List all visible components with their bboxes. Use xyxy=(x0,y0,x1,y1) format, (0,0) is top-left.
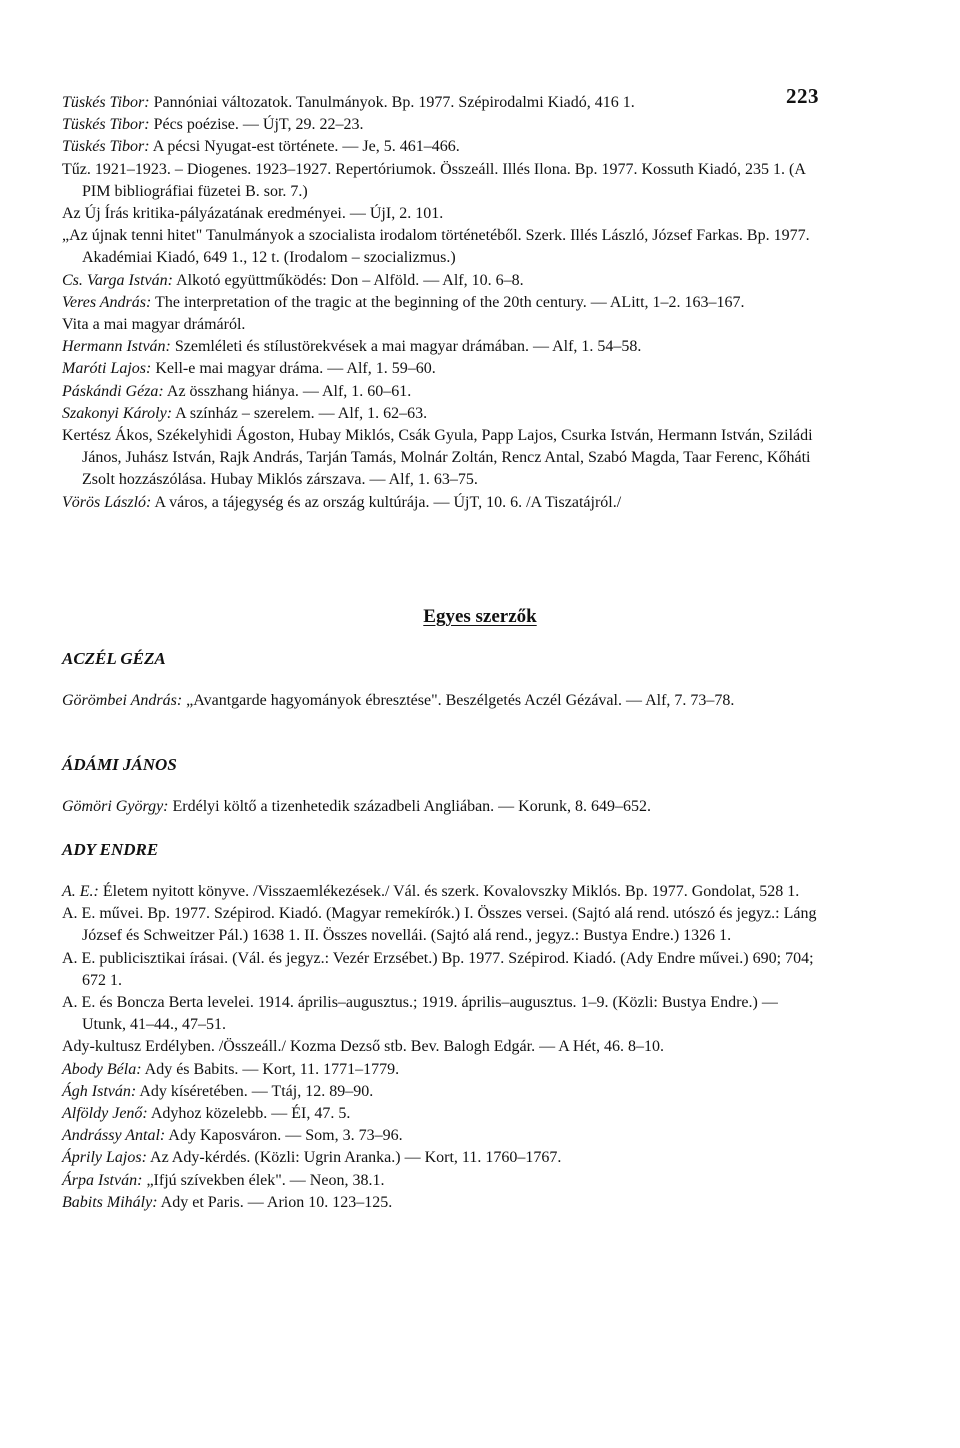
entry-author: Gömöri György: xyxy=(62,798,169,815)
entry-text: A pécsi Nyugat-est története. — Je, 5. 461–466. xyxy=(149,138,460,156)
entry-text: Ady-kultusz Erdélyben. /Összeáll./ Kozma Dezső stb. Bev. Balogh Edgár. — A Hét, 46. 8–10. xyxy=(62,1038,664,1056)
bibliography-entry xyxy=(62,1081,822,1103)
bibliography-entry xyxy=(62,92,822,114)
bibliography-entry xyxy=(62,114,822,136)
entry-text: A. E. publicisztikai írásai. (Vál. és jegyz.: Vezér Erzsébet.) Bp. 1977. Szépirod. Kiadó. (Ady Endre művei.) 690; 704; 672 1. xyxy=(62,949,814,989)
bibliography-entry xyxy=(62,948,822,992)
entry-author: Tüskés Tibor: xyxy=(62,94,150,111)
bibliography-entry xyxy=(62,992,822,1036)
entry-author: Cs. Varga István: xyxy=(62,271,173,289)
entry-text: A. E. és Boncza Berta levelei. 1914. április–augusztus.; 1919. április–augusztus. 1–9. (Közli: Bustya Endre.) — Utunk, 41–44., 47–51. xyxy=(62,994,778,1034)
ady-entries xyxy=(62,881,822,1214)
entry-text: A város, a tájegység és az ország kultúrája. — ÚjT, 10. 6. /A Tiszatájról./ xyxy=(151,493,622,511)
entry-text: Ady és Babits. — Kort, 11. 1771–1779. xyxy=(141,1060,400,1078)
bibliography-entry xyxy=(62,336,822,358)
bibliography-entry xyxy=(62,425,822,492)
entry-author: Szakonyi Károly: xyxy=(62,404,173,422)
entry-author: Alföldy Jenő: xyxy=(62,1105,148,1123)
bibliography-entry xyxy=(62,1125,822,1147)
entry-text: „Avantgarde hagyományok ébresztése". Beszélgetés Aczél Gézával. — Alf, 7. 73–78. xyxy=(182,692,735,709)
bibliography-entry xyxy=(62,270,822,292)
entry-text: Pécs poézise. — ÚjT, 29. 22–23. xyxy=(149,116,364,134)
entry-text: Tűz. 1921–1923. – Diogenes. 1923–1927. Repertóriumok. Összeáll. Illés Ilona. Bp. 1977. Kossuth Kiadó, 235 1. (A PIM bibliográfiai füzetei B. sor. 7.) xyxy=(62,160,806,200)
aczel-entries xyxy=(62,690,822,712)
bibliography-entry xyxy=(62,1170,822,1192)
entry-text: Alkotó együttműködés: Don – Alföld. — Alf, 10. 6–8. xyxy=(172,271,524,289)
section-heading: Egyes szerzők xyxy=(423,606,537,627)
bibliography-entry xyxy=(62,492,822,514)
entry-text: Életem nyitott könyve. /Visszaemlékezések./ Vál. és szerk. Kovalovszky Miklós. Bp. 1977. Gondolat, 528 1. xyxy=(98,883,800,900)
bibliography-entry xyxy=(62,881,822,903)
adami-entries xyxy=(62,796,822,818)
bibliography-entry xyxy=(62,314,822,336)
bibliography-entry xyxy=(62,1059,822,1081)
bibliography-entry xyxy=(62,1036,822,1058)
entry-text: „Az újnak tenni hitet" Tanulmányok a szocialista irodalom történetéből. Szerk. Illés László, József Farkas. Bp. 1977. Akadémiai Kiadó, 649 1., 12 t. (Irodalom – szocializmus.) xyxy=(62,227,810,267)
bibliography-entry xyxy=(62,796,822,818)
bibliography-entry xyxy=(62,225,822,269)
bibliography-entry xyxy=(62,903,822,947)
entry-author: Áprily Lajos: xyxy=(62,1149,147,1167)
entry-author: Hermann István: xyxy=(62,338,171,356)
bibliography-entry xyxy=(62,159,822,203)
entry-author: Tüskés Tibor: xyxy=(62,116,150,134)
entry-author: Vörös László: xyxy=(62,493,152,511)
entry-text: Pannóniai változatok. Tanulmányok. Bp. 1977. Szépirodalmi Kiadó, 416 1. xyxy=(149,94,635,111)
entry-author: Maróti Lajos: xyxy=(62,360,152,378)
entry-author: A. E.: xyxy=(62,883,99,900)
entry-author: Andrássy Antal: xyxy=(62,1127,166,1145)
entry-text: Vita a mai magyar drámáról. xyxy=(62,316,246,334)
entry-text: Az összhang hiánya. — Alf, 1. 60–61. xyxy=(163,382,412,400)
entry-text: The interpretation of the tragic at the beginning of the 20th century. — ALitt, 1–2. 163–167. xyxy=(151,293,745,311)
entry-author: Páskándi Géza: xyxy=(62,382,164,400)
bibliography-entry xyxy=(62,690,822,712)
bibliography-entry xyxy=(62,1192,822,1214)
bibliography-entry xyxy=(62,381,822,403)
entry-text: Kell-e mai magyar dráma. — Alf, 1. 59–60. xyxy=(151,360,436,378)
entry-text: Erdélyi költő a tizenhetedik századbeli Angliában. — Korunk, 8. 649–652. xyxy=(168,798,652,815)
entry-text: „Ifjú szívekben élek". — Neon, 38.1. xyxy=(142,1171,385,1189)
bibliography-entry xyxy=(62,136,822,158)
entry-author: Görömbei András: xyxy=(62,692,183,709)
page-number: 223 xyxy=(786,84,819,108)
entry-author: Ágh István: xyxy=(62,1082,137,1100)
author-heading-aczel: ACZÉL GÉZA xyxy=(62,649,166,668)
bibliography-entry xyxy=(62,203,822,225)
entry-text: Szemléleti és stílustörekvések a mai magyar drámában. — Alf, 1. 54–58. xyxy=(170,338,642,356)
entry-author: Abody Béla: xyxy=(62,1060,142,1078)
entry-text: Ady et Paris. — Arion 10. 123–125. xyxy=(157,1193,393,1211)
entry-text: A színház – szerelem. — Alf, 1. 62–63. xyxy=(172,404,428,422)
entry-text: Az Ady-kérdés. (Közli: Ugrin Aranka.) — Kort, 11. 1760–1767. xyxy=(146,1149,562,1167)
bibliography-entry xyxy=(62,1103,822,1125)
bibliography-entry xyxy=(62,358,822,380)
author-heading-adami: ÁDÁMI JÁNOS xyxy=(62,755,177,774)
entry-text: Ady kíséretében. — Ttáj, 12. 89–90. xyxy=(136,1082,374,1100)
author-heading-ady: ADY ENDRE xyxy=(62,840,159,859)
entry-author: Tüskés Tibor: xyxy=(62,138,150,156)
entry-text: Adyhoz közelebb. — ÉI, 47. 5. xyxy=(147,1105,351,1123)
bibliography-entry xyxy=(62,403,822,425)
bibliography-entry xyxy=(62,1147,822,1169)
bibliography-list xyxy=(62,92,822,514)
entry-text: Az Új Írás kritika-pályázatának eredményei. — ÚjI, 2. 101. xyxy=(62,205,444,223)
entry-text: A. E. művei. Bp. 1977. Szépirod. Kiadó. (Magyar remekírók.) I. Összes versei. (Sajtó alá rend. utószó és jegyz.: Láng József és Schweitzer Pál.) 1638 1. II. Összes novellái. (Sajtó alá rend., jegyz.: Bustya Endre.) 1326 1. xyxy=(62,905,817,945)
entry-author: Árpa István: xyxy=(62,1171,143,1189)
entry-text: Ady Kaposváron. — Som, 3. 73–96. xyxy=(165,1127,403,1145)
entry-text: Kertész Ákos, Székelyhidi Ágoston, Hubay Miklós, Csák Gyula, Papp Lajos, Csurka István, Hermann István, Sziládi János, Juhász István, Rajk András, Tarján Tamás, Molnár Zoltán, Rencz Antal, Szabó Magda, Taar Ferenc, Kőháti Zsolt hozzászólása. Hubay Miklós zárszava. — Alf, 1. 63–75. xyxy=(62,427,813,489)
entry-author: Babits Mihály: xyxy=(62,1193,158,1211)
entry-author: Veres András: xyxy=(62,293,152,311)
bibliography-entry xyxy=(62,292,822,314)
